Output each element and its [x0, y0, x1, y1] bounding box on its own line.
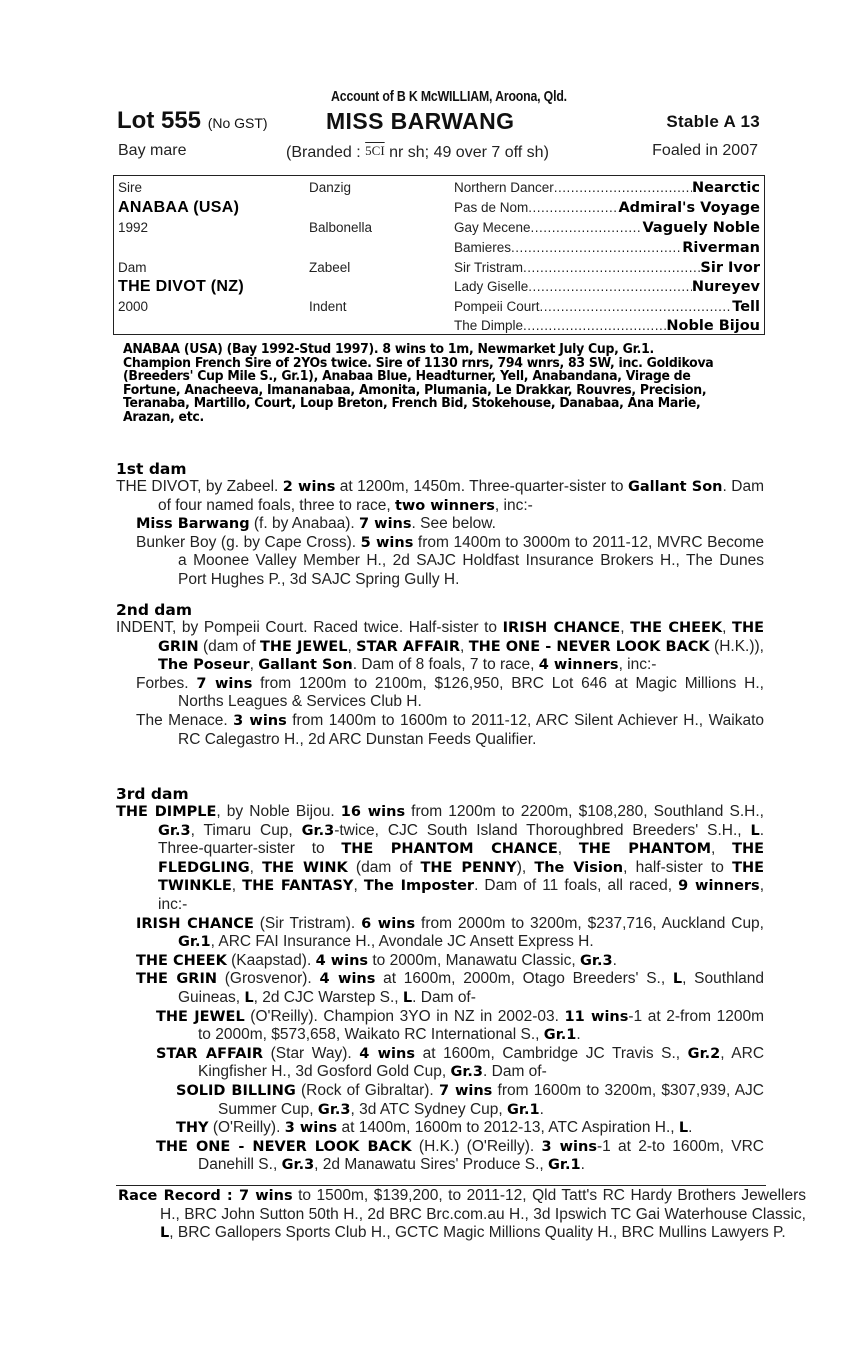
text: ,: [249, 656, 259, 674]
bold-text: IRISH CHANCE: [502, 620, 621, 636]
text: Forbes.: [136, 674, 197, 692]
bold-text: THE JEWEL: [156, 1008, 245, 1025]
text: (H.K.) (O'Reilly).: [411, 1137, 542, 1155]
text: to 1500m, $139,200, to 2011-12, Qld Tatt's RC Hardy Brothers Jewellers H., BRC John Sutton 50th H., 2d BRC Brc.com.au H., 3d Ipswich TC Gai Waterhouse Classic,: [160, 1187, 806, 1223]
bold-text: The Vision: [534, 859, 624, 876]
text: (H.K.)),: [709, 637, 764, 655]
lot-header: [116, 107, 764, 135]
text: , inc:-: [494, 496, 533, 514]
grandparent-row: The Dimple ..... Noble Bijou: [454, 316, 760, 336]
bold-text: 5 wins: [360, 534, 414, 551]
text: Bunker Boy (g. by Cape Cross).: [136, 533, 361, 551]
sire-dam: Balbonella: [309, 220, 373, 235]
text: from 1600m to 3200m, $307,939, AJC Summer Cup,: [218, 1081, 764, 1118]
text: at 1600m, Cambridge JC Travis S.,: [415, 1044, 688, 1062]
progeny-entry: [116, 515, 764, 534]
progeny-entry: [116, 970, 764, 1007]
dam-paragraph: [116, 619, 764, 675]
bold-text: THE TWINKLE: [158, 859, 764, 895]
text: -1 at 2-to 1600m, VRC Danehill S.,: [198, 1137, 764, 1174]
text: , Southland Guineas,: [178, 970, 764, 1006]
grandparent-row: Gay Mecene ..... Vaguely Noble: [454, 218, 760, 238]
bold-text: Race Record : 7 wins: [118, 1188, 293, 1204]
text: The Menace.: [136, 711, 234, 729]
progeny-entry: [116, 1119, 764, 1138]
bold-text: THE ONE - NEVER LOOK BACK: [468, 638, 710, 655]
sire-year: 1992: [118, 220, 149, 235]
text: , 2d CJC Warstep S.,: [253, 988, 403, 1006]
bold-text: THE PENNY: [420, 859, 517, 876]
text: . See below.: [411, 515, 496, 533]
text: ,: [722, 619, 733, 636]
text: .: [580, 1156, 585, 1174]
bold-text: THE FANTASY: [242, 878, 354, 895]
bold-text: THE ONE - NEVER LOOK BACK: [156, 1138, 412, 1155]
bold-text: L: [750, 822, 760, 839]
bold-text: 4 wins: [319, 971, 376, 988]
brand-mark-icon: 5CI: [365, 143, 385, 158]
progeny-entry: [116, 1138, 764, 1175]
progeny-entry: [116, 675, 764, 712]
bold-text: STAR AFFAIR: [156, 1045, 264, 1062]
bold-text: two winners: [394, 497, 495, 514]
text: at 1200m, 1450m. Three-quarter-sister to: [335, 478, 628, 495]
text: from 2000m to 3200m, $237,716, Auckland Cup,: [415, 914, 764, 932]
grandparent-row: Sir Tristram ..... Sir Ivor: [454, 258, 760, 278]
text: . Dam of four named foals, three to race,: [158, 478, 764, 514]
bold-text: Gr.2: [687, 1045, 721, 1062]
sire-sire: Danzig: [309, 180, 352, 195]
text: (dam of: [198, 637, 260, 655]
text: ,: [620, 619, 631, 636]
text: , inc:-: [158, 877, 765, 913]
grandparent-row: Lady Giselle ..... Nureyev: [454, 277, 760, 297]
bold-text: Gr.3: [281, 1157, 315, 1174]
text: (O'Reilly).: [208, 1119, 285, 1137]
bold-text: THE PHANTOM CHANCE: [341, 841, 558, 858]
text: (dam of: [347, 858, 421, 876]
dam-paragraph: [116, 478, 764, 515]
text: . Dam of-: [412, 988, 476, 1006]
text: ,: [460, 637, 469, 655]
text: from 1200m to 2200m, $108,280, Southland S.H.,: [405, 803, 764, 820]
text: from 1400m to 3000m to 2011-12, MVRC Become a Moonee Valley Member H., 2d SAJC Holdfast Insurance Brokers H., The Dunes Port Hughes P., 3d SAJC Spring Gully H.: [178, 533, 764, 588]
bold-text: L: [402, 989, 413, 1006]
progeny-entry: [116, 1045, 764, 1082]
bold-text: Gr.3: [158, 822, 191, 839]
horse-sex-colour: Bay mare: [118, 142, 187, 159]
text: at 1400m, 1600m to 2012-13, ATC Aspiration H.,: [337, 1119, 679, 1137]
section-heading: 1st dam: [116, 460, 187, 478]
race-record: [118, 1187, 806, 1243]
progeny-entry: [116, 534, 764, 590]
lot-label: Lot 555: [117, 107, 202, 134]
bold-text: 7 wins: [438, 1082, 493, 1099]
grandparent-row: Pompeii Court ..... Tell: [454, 297, 760, 317]
pedigree-box: [113, 175, 765, 335]
bold-text: 4 winners: [538, 657, 619, 674]
gst-note: (No GST): [207, 115, 268, 131]
bold-text: Gr.3: [317, 1101, 351, 1118]
bold-text: IRISH CHANCE: [136, 915, 254, 932]
text: . Three-quarter-sister to: [158, 821, 764, 858]
text: , 3d ATC Sydney Cup,: [350, 1100, 508, 1118]
bold-text: THE GRIN: [158, 620, 764, 655]
section-heading: 2nd dam: [116, 601, 193, 619]
bold-text: 3 wins: [284, 1120, 338, 1137]
second-dam-section: [116, 601, 764, 749]
bold-text: L: [160, 1225, 170, 1242]
bold-text: THE GRIN: [136, 971, 218, 988]
text: ,: [353, 877, 364, 895]
bold-text: Gallant Son: [258, 657, 353, 674]
progeny-entry: [116, 952, 764, 971]
brand-prefix: (Branded :: [286, 144, 366, 161]
text: , half-sister to: [623, 858, 733, 876]
text: ,: [347, 637, 357, 655]
text: . Dam of-: [483, 1063, 547, 1081]
vendor-account: Account of B K McWILLIAM, Aroona, Qld.: [331, 88, 567, 105]
grandparent-row: Bamieres ..... Riverman: [454, 238, 760, 258]
text: (O'Reilly). Champion 3YO in NZ in 2002-03.: [244, 1007, 565, 1025]
bold-text: The Poseur: [158, 657, 250, 674]
text: ,: [711, 840, 733, 858]
bold-text: THY: [176, 1120, 209, 1137]
dam-sire: Zabeel: [309, 260, 351, 275]
bold-text: Gr.3: [579, 952, 613, 969]
bold-text: Gr.1: [548, 1157, 581, 1174]
text: (Grosvenor).: [217, 970, 320, 988]
bold-text: 7 wins: [196, 675, 253, 692]
text: , ARC FAI Insurance H., Avondale JC Ansett Express H.: [210, 933, 594, 951]
lot-number: [117, 107, 268, 137]
text: ,: [231, 877, 243, 895]
text: (f. by Anabaa).: [249, 515, 360, 533]
dam-year: 2000: [118, 299, 149, 314]
text: (Rock of Gibraltar).: [295, 1081, 439, 1099]
horse-name: MISS BARWANG: [326, 108, 515, 134]
dam-dam: Indent: [309, 299, 347, 314]
bold-text: 9 winners: [678, 878, 760, 895]
bold-text: THE WINK: [262, 859, 348, 876]
progeny-entry: [116, 1008, 764, 1045]
bold-text: 3 wins: [233, 712, 287, 729]
brand-description: [286, 139, 549, 165]
bold-text: Gallant Son: [627, 479, 723, 495]
text: from 1200m to 2100m, $126,950, BRC Lot 646 at Magic Millions H., Norths Leagues & Services Club H.: [178, 674, 764, 711]
bold-text: THE JEWEL: [259, 638, 348, 655]
text: , Timaru Cup,: [190, 821, 302, 839]
text: . Dam of 8 foals, 7 to race,: [352, 656, 539, 674]
catalogue-page: [116, 88, 806, 1242]
bold-text: THE CHEEK: [630, 620, 723, 636]
text: -twice, CJC South Island Thoroughbred Breeders' S.H.,: [334, 821, 751, 839]
text: at 1600m, 2000m, Otago Breeders' S.,: [375, 970, 673, 988]
bold-text: Miss Barwang: [136, 516, 250, 533]
dam-name: THE DIVOT (NZ): [118, 278, 244, 295]
horse-info: [116, 139, 764, 163]
text: (Star Way).: [263, 1044, 360, 1062]
dam-paragraph: [116, 803, 764, 915]
text: , inc:-: [618, 656, 657, 674]
first-dam-section: [116, 460, 764, 590]
third-dam-section: [116, 785, 764, 1175]
bold-text: Gr.1: [543, 1027, 577, 1044]
race-record-divider: [116, 1185, 766, 1186]
bold-text: L: [672, 971, 683, 988]
bold-text: STAR AFFAIR: [356, 638, 460, 655]
text: , ARC Kingfisher H., 3d Gosford Gold Cup,: [198, 1044, 765, 1081]
progeny-entry: [116, 915, 764, 952]
text: THE DIVOT, by Zabeel.: [116, 478, 283, 495]
dam-label: Dam: [118, 260, 147, 275]
bold-text: The Imposter: [363, 878, 475, 895]
text: , by Noble Bijou.: [216, 803, 341, 820]
text: ,: [557, 840, 579, 858]
bold-text: THE DIMPLE: [116, 804, 217, 820]
bold-text: SOLID BILLING: [176, 1082, 296, 1099]
text: to 2000m, Manawatu Classic,: [368, 951, 580, 969]
stable-number: Stable A 13: [666, 112, 760, 131]
text: , BRC Gallopers Sports Club H., GCTC Magic Millions Quality H., BRC Mullins Lawyers P.: [169, 1224, 786, 1242]
text: ,: [249, 858, 263, 876]
bold-text: 16 wins: [340, 804, 406, 820]
bold-text: 4 wins: [359, 1045, 415, 1062]
sire-summary: ANABAA (USA) (Bay 1992-Stud 1997). 8 wins to 1m, Newmarket July Cup, Gr.1. Champion French Sire of 2YOs twice. Sire of 1130 rnrs, 794 wnrs, 83 SW, inc. Goldikova (Breeders' Cup Mile S., Gr.1), Anabaa Blue, Headturner, Yell, Anabandana, Virage de Fortune, Anacheeva, Imananabaa, Amonita, Plumania, Le Drakkar, Rouvres, Precision, Teranaba, Martillo, Court, Loup Breton, French Bid, Stokehouse, Danabaa, Ana Marie, Arazan, etc.: [123, 342, 714, 425]
grandparent-row: Northern Dancer ..... Nearctic: [454, 178, 760, 198]
bold-text: THE CHEEK: [136, 952, 227, 969]
text: . Dam of 11 foals, all raced,: [474, 877, 679, 895]
grandparent-row: Pas de Nom ..... Admiral's Voyage: [454, 198, 760, 218]
bold-text: 3 wins: [541, 1138, 597, 1155]
sire-name: ANABAA (USA): [118, 199, 240, 216]
text: ),: [516, 858, 535, 876]
bold-text: 11 wins: [564, 1008, 629, 1025]
text: .: [539, 1100, 544, 1118]
bold-text: Gr.1: [178, 934, 211, 951]
bold-text: Gr.3: [450, 1064, 484, 1081]
text: , 2d Manawatu Sires' Produce S.,: [314, 1156, 549, 1174]
bold-text: THE FLEDGLING: [158, 841, 764, 876]
progeny-entry: [116, 1082, 764, 1119]
bold-text: 6 wins: [361, 915, 416, 932]
bold-text: 7 wins: [359, 516, 412, 533]
section-heading: 3rd dam: [116, 785, 189, 803]
text: -1 at 2-from 1200m to 2000m, $573,658, Waikato RC International S.,: [198, 1007, 765, 1044]
text: .: [688, 1119, 693, 1137]
text: (Kaapstad).: [226, 951, 316, 969]
progeny-entry: [116, 712, 764, 749]
bold-text: L: [678, 1120, 689, 1137]
text: from 1400m to 1600m to 2011-12, ARC Silent Achiever H., Waikato RC Calegastro H., 2d ARC Dunstan Feeds Qualifier.: [178, 711, 764, 748]
bold-text: 4 wins: [315, 952, 369, 969]
sire-label: Sire: [118, 180, 143, 195]
bold-text: THE PHANTOM: [578, 841, 711, 858]
foaled-year: Foaled in 2007: [652, 142, 758, 159]
bold-text: Gr.3: [301, 822, 335, 839]
bold-text: L: [244, 989, 254, 1006]
text: INDENT, by Pompeii Court. Raced twice. Half-sister to: [116, 619, 503, 636]
bold-text: Gr.1: [507, 1101, 540, 1118]
bold-text: 2 wins: [282, 479, 336, 495]
text: .: [576, 1026, 581, 1044]
brand-suffix: nr sh; 49 over 7 off sh): [384, 144, 549, 161]
text: (Sir Tristram).: [253, 914, 362, 932]
text: .: [612, 951, 617, 969]
